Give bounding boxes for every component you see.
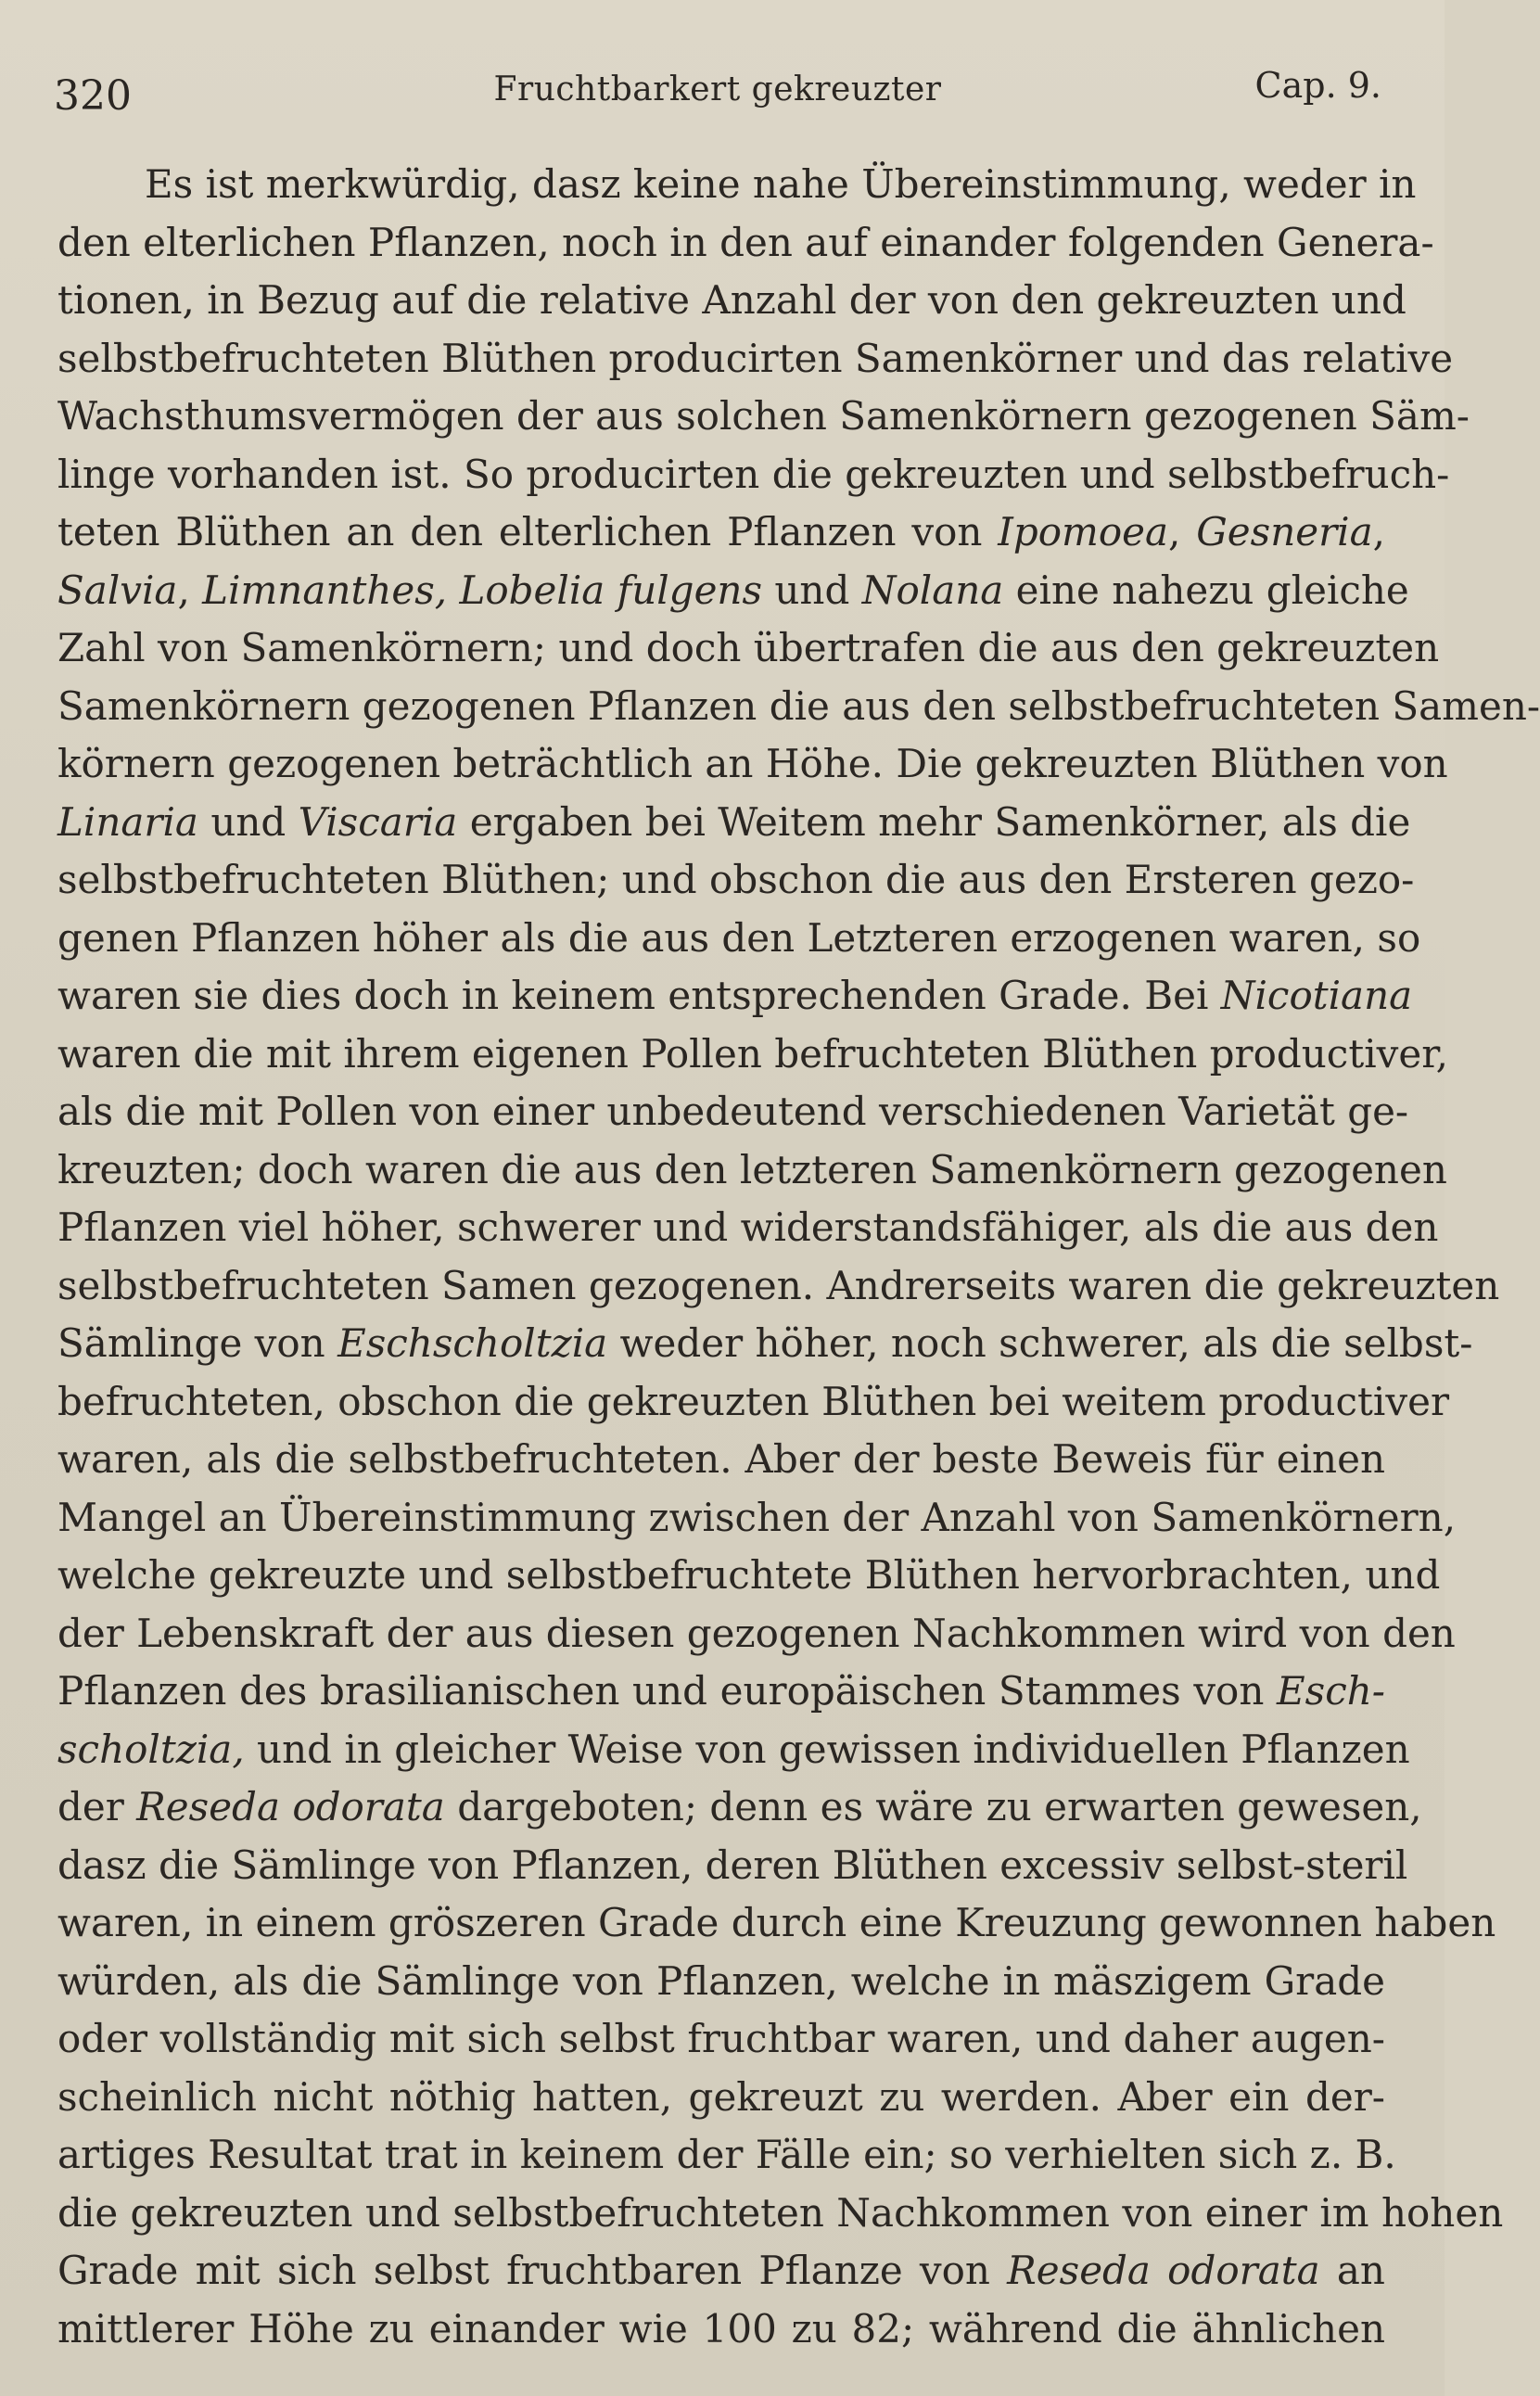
text-line	[57, 330, 1454, 389]
text-line	[57, 910, 1421, 968]
running-title: Fruchtbarkert gekreuzter	[493, 70, 942, 108]
text-line	[57, 678, 1540, 736]
text-segment: und	[197, 798, 299, 845]
text-segment: selbstbefruchteten Blüthen producirten Samenkörner und das relative	[57, 335, 1454, 381]
text-line	[57, 1083, 1409, 1141]
text-line	[57, 2069, 1385, 2127]
text-line	[57, 1547, 1441, 1605]
italic-term: Limnanthes, Lobelia fulgens	[202, 567, 763, 613]
text-line	[57, 2300, 1385, 2359]
italic-term: Nolana	[861, 567, 1004, 613]
text-segment: der Lebenskraft der aus diesen gezogenen Nachkommen wird von den	[57, 1610, 1456, 1656]
italic-term: Esch-	[1277, 1668, 1385, 1714]
italic-term: Linaria	[57, 798, 198, 845]
text-segment: oder vollständig mit sich selbst fruchtbar waren, und daher augen-	[57, 2016, 1385, 2061]
text-segment: der	[57, 1784, 137, 1829]
text-segment: kreuzten; doch waren die aus den letzteren Samenkörnern gezogenen	[57, 1146, 1447, 1192]
text-segment: befruchteten, obschon die gekreuzten Blüthen bei weitem productiver	[57, 1378, 1450, 1424]
text-line	[57, 1141, 1447, 1200]
text-segment: linge vorhanden ist. So producirten die gekreuzten und selbstbefruch-	[57, 451, 1450, 497]
italic-term: Ipomoea	[998, 509, 1169, 554]
italic-term: Reseda odorata	[1007, 2248, 1320, 2293]
text-line	[57, 1605, 1456, 1663]
text-segment: selbstbefruchteten Samen gezogenen. Andrerseits waren die gekreuzten	[57, 1262, 1500, 1308]
text-segment: waren sie dies doch in keinem entsprechenden Grade. Bei	[57, 973, 1221, 1018]
italic-term: Salvia	[57, 567, 178, 613]
text-line	[57, 851, 1415, 910]
text-line	[57, 1257, 1500, 1316]
italic-term: Gesneria	[1196, 509, 1373, 554]
text-line	[57, 735, 1448, 794]
text-segment: ,	[177, 567, 203, 613]
italic-term: Reseda odorata	[136, 1784, 445, 1829]
text-segment: scheinlich nicht nöthig hatten, gekreuzt zu werden. Aber ein der-	[57, 2073, 1385, 2120]
italic-term: Viscaria	[298, 798, 458, 845]
text-segment: Zahl von Samenkörnern; und doch übertrafen die aus den gekreuzten	[57, 625, 1440, 670]
page-number: 320	[54, 72, 132, 120]
text-line	[57, 619, 1440, 678]
text-segment: ,	[1372, 509, 1386, 554]
text-segment: als die mit Pollen von einer unbedeutend verschiedenen Varietät ge-	[57, 1089, 1409, 1134]
text-line	[57, 1431, 1385, 1489]
text-line	[57, 1837, 1408, 1895]
text-segment: mittlerer Höhe zu einander wie 100 zu 82; während die ähnlichen	[57, 2305, 1385, 2351]
page-header	[54, 65, 1381, 121]
text-line	[57, 214, 1434, 273]
text-line	[57, 1373, 1450, 1432]
text-segment: tionen, in Bezug auf die relative Anzahl der von den gekreuzten und	[57, 277, 1406, 323]
text-segment: teten Blüthen an den elterlichen Pflanzen von	[57, 509, 999, 554]
text-line	[57, 1894, 1496, 1953]
text-segment: ergaben bei Weitem mehr Samenkörner, als die	[457, 798, 1411, 845]
text-segment: und in gleicher Weise von gewissen individuellen Pflanzen	[244, 1726, 1410, 1772]
text-line	[57, 2010, 1385, 2069]
text-segment: körnern gezogenen beträchtlich an Höhe. Die gekreuzten Blüthen von	[57, 741, 1448, 786]
text-segment: welche gekreuzte und selbstbefruchtete Blüthen hervorbrachten, und	[57, 1552, 1441, 1598]
text-segment: Samenkörnern gezogenen Pflanzen die aus den selbstbefruchteten Samen-	[57, 682, 1540, 729]
text-line	[57, 1778, 1422, 1837]
text-line	[57, 794, 1411, 852]
text-line	[57, 1489, 1457, 1548]
text-line	[57, 503, 1385, 562]
italic-term: scholtzia,	[57, 1726, 245, 1772]
text-line	[57, 272, 1406, 330]
text-segment: Wachsthumsvermögen der aus solchen Samenkörnern gezogenen Säm-	[57, 393, 1470, 439]
text-segment: selbstbefruchteten Blüthen; und obschon die aus den Ersteren gezo-	[57, 857, 1415, 902]
text-segment: dasz die Sämlinge von Pflanzen, deren Blüthen excessiv selbst-steril	[57, 1842, 1408, 1888]
text-segment: Mangel an Übereinstimmung zwischen der Anzahl von Samenkörnern,	[57, 1494, 1457, 1540]
text-segment: Pflanzen viel höher, schwerer und widerstandsfähiger, als die aus den	[57, 1204, 1439, 1250]
text-segment: waren, in einem gröszeren Grade durch eine Kreuzung gewonnen haben	[57, 1900, 1496, 1945]
text-line	[57, 562, 1409, 620]
text-segment: und	[762, 567, 862, 613]
italic-term: Nicotiana	[1220, 973, 1413, 1018]
text-segment: Sämlinge von	[57, 1320, 338, 1366]
text-segment: den elterlichen Pflanzen, noch in den auf einander folgenden Genera-	[57, 219, 1434, 265]
text-segment: genen Pflanzen höher als die aus den Letzteren erzogenen waren, so	[57, 914, 1421, 961]
text-line	[57, 1663, 1385, 1721]
text-segment: waren, als die selbstbefruchteten. Aber der beste Beweis für einen	[57, 1436, 1385, 1482]
text-segment: dargeboten; denn es wäre zu erwarten gewesen,	[444, 1784, 1422, 1829]
italic-term: Eschscholtzia	[337, 1320, 608, 1366]
text-segment: artiges Resultat trat in keinem der Fälle ein; so verhielten sich z. B.	[57, 2132, 1396, 2177]
text-line	[57, 1199, 1439, 1257]
text-line	[57, 388, 1470, 446]
text-line	[57, 156, 1417, 214]
text-line	[57, 1953, 1385, 2011]
body-text	[57, 156, 1540, 2358]
text-segment: an	[1319, 2248, 1385, 2293]
chapter-label: Cap. 9.	[1254, 65, 1381, 106]
text-line	[57, 2242, 1385, 2300]
text-segment: Es ist merkwürdig, dasz keine nahe Übereinstimmung, weder in	[145, 161, 1417, 207]
text-line	[57, 2126, 1396, 2185]
text-line	[57, 967, 1413, 1026]
text-segment: waren die mit ihrem eigenen Pollen befruchteten Blüthen productiver,	[57, 1030, 1449, 1077]
text-segment: Grade mit sich selbst fruchtbaren Pflanze von	[57, 2248, 1008, 2293]
text-line	[57, 1026, 1449, 1084]
text-line	[57, 446, 1450, 504]
text-segment: weder höher, noch schwerer, als die selbst-	[607, 1320, 1473, 1366]
text-line	[57, 2185, 1504, 2243]
text-line	[57, 1315, 1473, 1373]
text-segment: würden, als die Sämlinge von Pflanzen, welche in mäszigem Grade	[57, 1957, 1385, 2004]
text-segment: ,	[1168, 509, 1197, 554]
text-segment: die gekreuzten und selbstbefruchteten Nachkommen von einer im hohen	[57, 2189, 1504, 2236]
text-segment: Pflanzen des brasilianischen und europäischen Stammes von	[57, 1668, 1278, 1714]
text-line	[57, 1721, 1410, 1779]
text-segment: eine nahezu gleiche	[1003, 567, 1409, 613]
